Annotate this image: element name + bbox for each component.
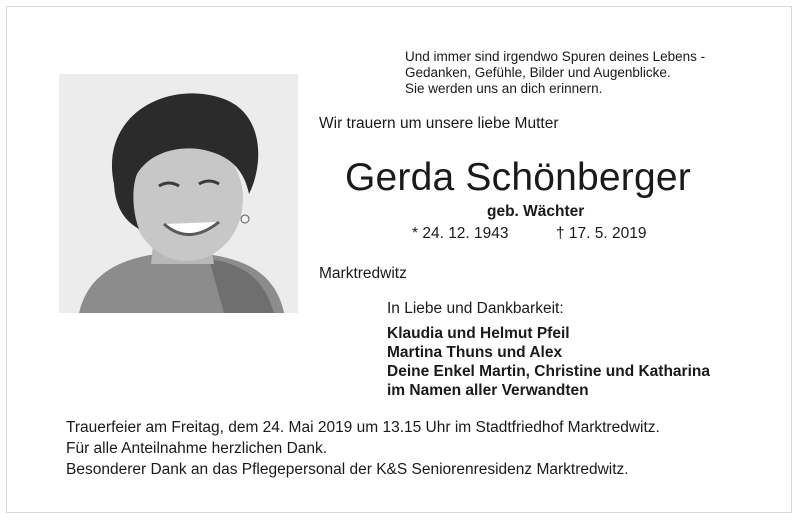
mourners-list: [387, 324, 710, 400]
mourner-entry: Klaudia und Helmut Pfeil: [387, 325, 570, 342]
mourner-entry: Martina Thuns und Alex: [387, 344, 563, 361]
funeral-info: [66, 417, 660, 480]
intro-text: Wir trauern um unsere liebe Mutter: [319, 115, 559, 132]
death-date: † 17. 5. 2019: [556, 225, 647, 242]
place-name: Marktredwitz: [319, 265, 407, 282]
mourner-entry: im Namen aller Verwandten: [387, 382, 589, 399]
funeral-info-line: Besonderer Dank an das Pflegepersonal der K&S Seniorenresidenz Marktredwitz.: [66, 461, 629, 478]
memorial-quote: [405, 49, 775, 97]
mourner-entry: Deine Enkel Martin, Christine und Katharina: [387, 363, 710, 380]
deceased-name: Gerda Schönberger: [345, 156, 691, 199]
funeral-info-line: Trauerfeier am Freitag, dem 24. Mai 2019 um 13.15 Uhr im Stadtfriedhof Marktredwitz.: [66, 419, 660, 436]
quote-line: Gedanken, Gefühle, Bilder und Augenblicke.: [405, 65, 671, 80]
quote-line: Sie werden uns an dich erinnern.: [405, 81, 603, 96]
birth-name: geb. Wächter: [487, 203, 585, 220]
mourners-heading: In Liebe und Dankbarkeit:: [387, 300, 564, 317]
portrait-photo: [59, 74, 298, 313]
quote-line: Und immer sind irgendwo Spuren deines Lebens -: [405, 49, 706, 64]
obituary-notice: [6, 6, 792, 513]
birth-date: * 24. 12. 1943: [412, 225, 509, 242]
funeral-info-line: Für alle Anteilnahme herzlichen Dank.: [66, 440, 328, 457]
portrait-photo-icon: [59, 74, 298, 313]
